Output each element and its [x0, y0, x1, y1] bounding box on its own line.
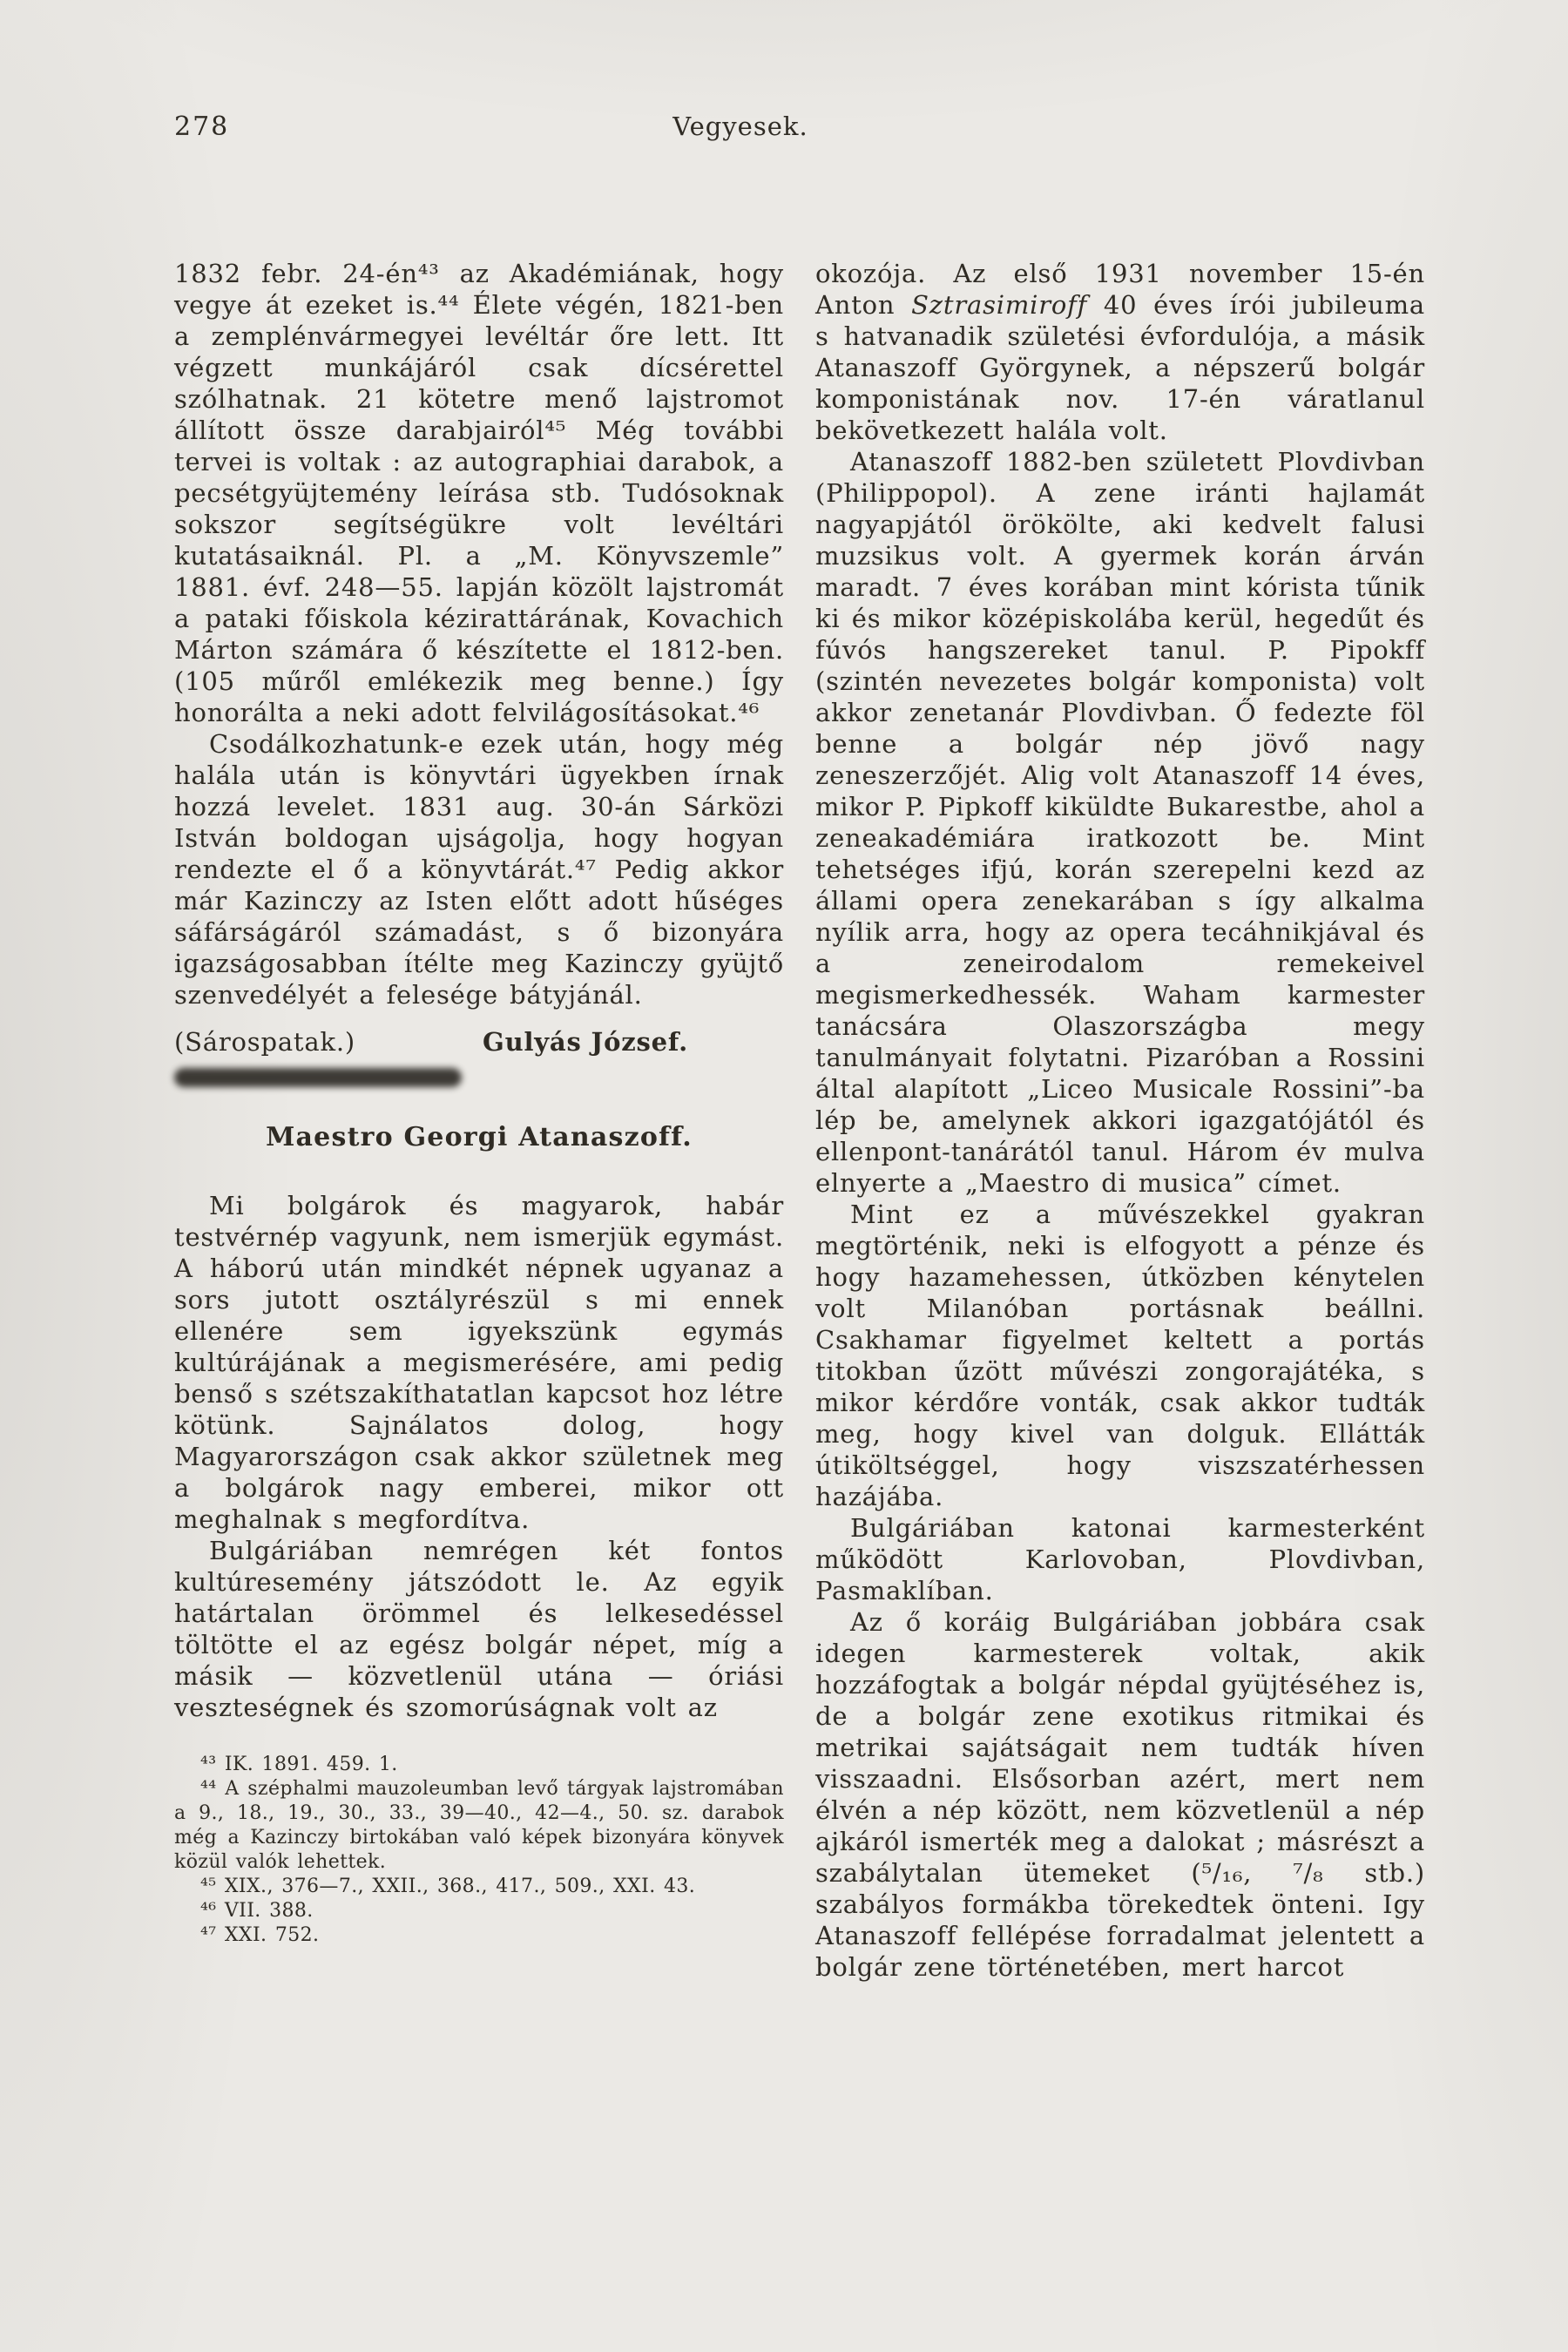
- paragraph: Mint ez a művészekkel gyakran megtörténik, neki is elfogyott a pénze és hogy hazamehessen, útközben kénytelen volt Milanóban portásnak beállni. Csakhamar figyelmet keltett a portás titokban űzött művészi zongorajátéka, s mikor kérdőre vonták, csak akkor tudták meg, hogy kivel van dolguk. Ellátták útiköltséggel, hogy viszszatérhessen hazájába.: [815, 1200, 1425, 1511]
- signature-place: (Sárospatak.): [174, 1027, 355, 1057]
- paragraph: Bulgáriában nemrégen két fontos kultúresemény játszódott le. Az egyik határtalan örömmel és lelkesedéssel töltötte el az egész bolgár népet, míg a másik — közvetlenül utána — óriási veszteségnek és szomorúságnak volt az: [174, 1536, 784, 1722]
- paragraph: Mi bolgárok és magyarok, habár testvérnép vagyunk, nem ismerjük egymást. A háború után mindkét népnek ugyanaz a sors jutott osztályrészül s mi ennek ellenére sem igyekszünk egymás kultúrájának a megismerésére, ami pedig benső s szétszakíthatatlan kapcsot hoz létre kötünk. Sajnálatos dolog, hogy Magyarországon csak akkor születnek meg a bolgárok nagy emberei, mikor ott meghalnak s megfordítva.: [174, 1191, 784, 1534]
- footnotes: [174, 1753, 784, 1948]
- footnote: ⁴⁴ A széphalmi mauzoleumban levő tárgyak lajstromában a 9., 18., 19., 30., 33., 39—40., 42—4., 50. sz. darabok még a Kazinczy birtokában való képek bizonyára könyvek közül valók lehettek.: [174, 1778, 784, 1873]
- paragraph-text: okozója. Az első 1931 november 15-én Anton: [815, 259, 1425, 320]
- footnote: ⁴⁵ XIX., 376—7., XXII., 368., 417., 509., XXI. 43.: [200, 1876, 696, 1897]
- section-heading: Maestro Georgi Atanaszoff.: [266, 1122, 693, 1152]
- footnote: ⁴⁷ XXI. 752.: [200, 1924, 320, 1946]
- text-columns: [174, 258, 1425, 1983]
- italic-name: Sztrasimiroff: [911, 290, 1088, 320]
- signature-author: Gulyás József.: [483, 1027, 688, 1057]
- running-head: Vegyesek.: [672, 112, 808, 141]
- footnote: ⁴⁶ VII. 388.: [200, 1900, 314, 1922]
- footnote: ⁴³ IK. 1891. 459. 1.: [200, 1754, 398, 1775]
- paragraph: Az ő koráig Bulgáriában jobbára csak idegen karmesterek voltak, akik hozzáfogtak a bolgár népdal gyüjtéséhez is, de a bolgár zene exotikus ritmikai és metrikai sajátságait nem tudták híven visszaadni. Elsősorban azért, mert nem élvén a nép között, nem közvetlenül a nép ajkáról ismerték meg a dalokat ; másrészt a szabálytalan ütemeket (⁵/₁₆, ⁷/₈ stb.) szabályos formákba törekedtek önteni. Igy Atanaszoff fellépése forradalmat jelentett a bolgár zene történetében, mert harcot: [815, 1607, 1425, 1982]
- paragraph: [815, 258, 1425, 446]
- paragraph: Bulgáriában katonai karmesterként működött Karlovoban, Plovdivban, Pasmaklíban.: [815, 1513, 1425, 1605]
- paragraph: Atanaszoff 1882-ben született Plovdivban (Philippopol). A zene iránti hajlamát nagyapjától örökölte, aki kedvelt falusi muzsikus volt. A gyermek korán árván maradt. 7 éves korában mint kórista tűnik ki és mikor középiskolába kerül, hegedűt és fúvós hangszereket tanul. P. Pipokff (szintén nevezetes bolgár komponista) volt akkor zenetanár Plovdivban. Ő fedezte föl benne a bolgár nép jövő nagy zeneszerzőjét. Alig volt Atanaszoff 14 éves, mikor P. Pipkoff kiküldte Bukarestbe, ahol a zeneakadémiára iratkozott be. Mint tehetséges ifjú, korán szerepelni kezd az állami opera zenekarában s így alkalma nyílik arra, hogy az opera tecáhnikjával és a zeneirodalom remekeivel megismerkedhessék. Waham karmester tanácsára Olaszországba megy tanulmányait folytatni. Pizaróban a Rossini által alapított „Liceo Musicale Rossini”-ba lép be, amelynek akkori igazgatójától és ellenpont-tanárától tanul. Három év mulva elnyerte a „Maestro di musica” címet.: [815, 447, 1425, 1198]
- ink-smudge: [174, 1068, 462, 1087]
- right-column: [815, 258, 1425, 1983]
- paragraph: 1832 febr. 24-én⁴³ az Akadémiának, hogy vegye át ezeket is.⁴⁴ Élete végén, 1821-ben a zemplénvármegyei levéltár őre lett. Itt végzett munkájáról csak dícsérettel szólhatnak. 21 kötetre menő lajstromot állított össze darabjairól⁴⁵ Még további tervei is voltak : az autographiai darabok, a pecsétgyüjtemény leírása stb. Tudósoknak sokszor segítségükre volt levéltári kutatásaiknál. Pl. a „M. Könyvszemle” 1881. évf. 248—55. lapján közölt lajstromát a pataki főiskola kézirattárának, Kovachich Márton számára ő készítette el 1812-ben. (105 műről emlékezik meg benne.) Így honorálta a neki adott felvilágosításokat.⁴⁶: [174, 259, 784, 727]
- signature-row: [174, 1026, 784, 1058]
- left-column: [174, 258, 784, 1983]
- paragraph-text: 40 éves írói jubileuma s hatvanadik születési évfordulója, a másik Atanaszoff Györgynek, a népszerű bolgár komponistának nov. 17-én váratlanul bekövetkezett halála volt.: [815, 290, 1425, 445]
- page-number: 278: [174, 112, 230, 142]
- paragraph: Csodálkozhatunk-e ezek után, hogy még halála után is könyvtári ügyekben írnak hozzá levelet. 1831 aug. 30-án Sárközi István boldogan ujságolja, hogy hogyan rendezte el ő a könyvtárát.⁴⁷ Pedig akkor már Kazinczy az Isten előtt adott hűséges sáfárságáról számadást, s ő bizonyára igazságosabban ítélte meg Kazinczy gyüjtő szenvedélyét a felesége bátyjánál.: [174, 729, 784, 1010]
